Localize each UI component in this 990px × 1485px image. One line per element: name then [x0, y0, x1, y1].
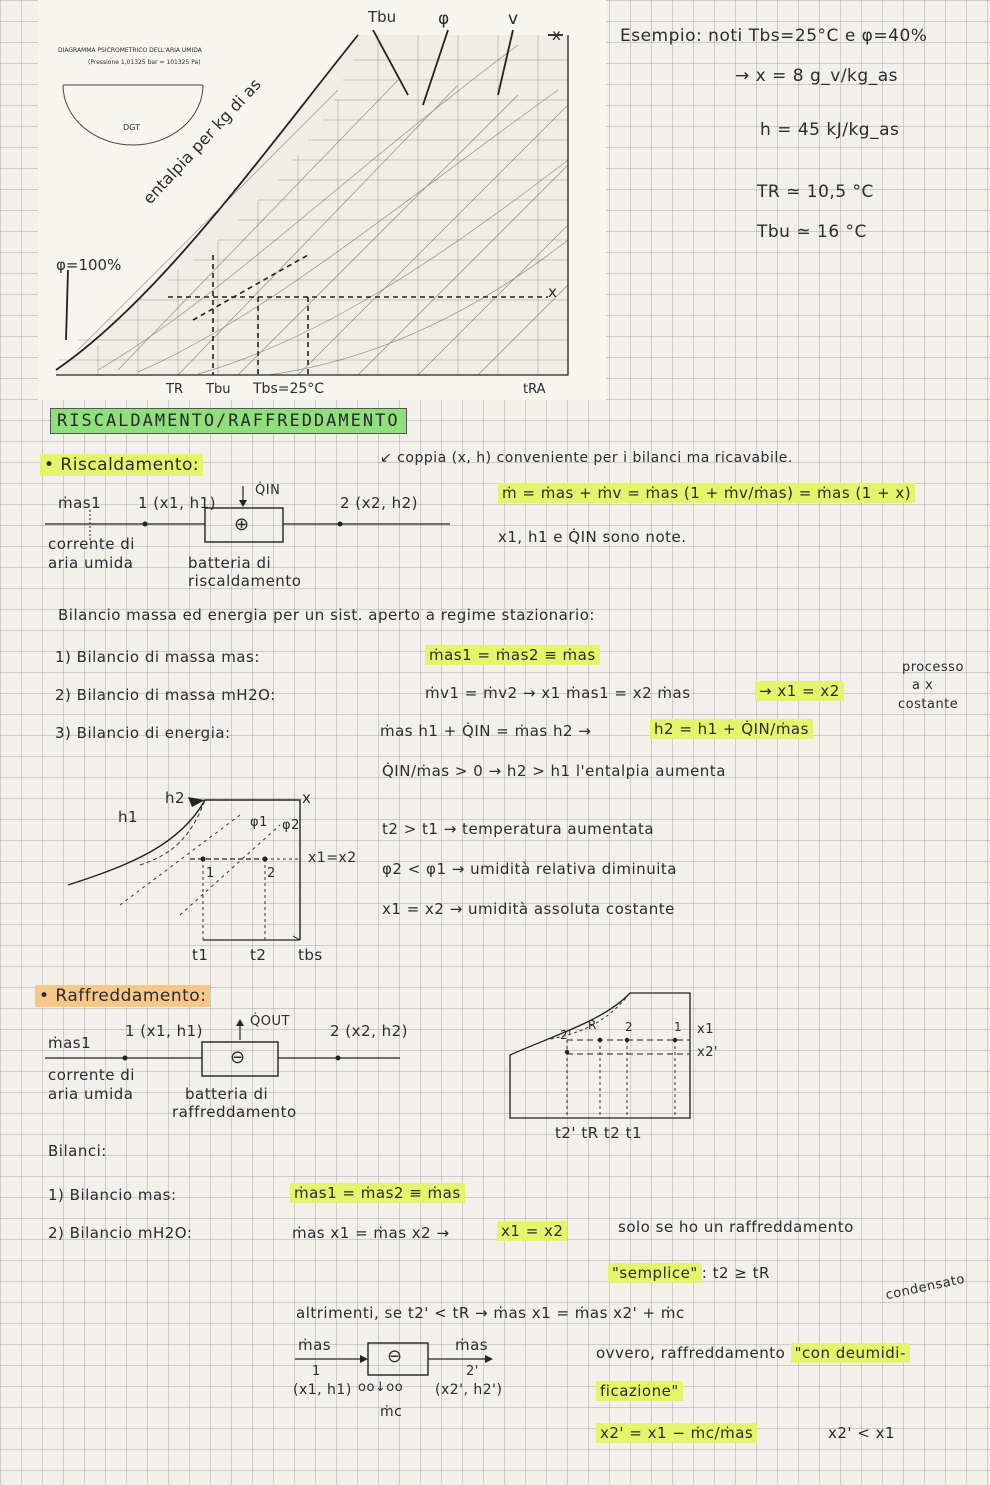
simple-wrap: [608, 1264, 770, 1282]
b2-result: → x1 = x2: [755, 681, 844, 701]
heating-battery-1: batteria di: [188, 554, 272, 572]
b3-label: 3) Bilancio di energia:: [55, 724, 231, 742]
box2-s1: 1: [312, 1364, 321, 1379]
tbu-top-label: Tbu: [368, 8, 397, 26]
cooling-pt-2p: 2': [560, 1028, 572, 1042]
diag-x12: x1=x2: [308, 850, 357, 866]
heating-known: x1, h1 e Q̇IN sono note.: [498, 528, 687, 546]
box2-out: ṁas: [455, 1336, 489, 1354]
condensato-note: condensato: [884, 1271, 967, 1304]
cooling-q-label: Q̇OUT: [250, 1014, 290, 1029]
x2p-eq: x2' = x1 − ṁc/ṁas: [596, 1423, 757, 1443]
heating-title-wrap: [40, 455, 203, 475]
cooling-title-wrap: [35, 986, 210, 1006]
process-note-2: a x: [912, 678, 934, 693]
otherwise-line: altrimenti, se t2' < tR → ṁas x1 = ṁas x2' + ṁc: [296, 1304, 685, 1322]
balance-intro: Bilancio massa ed energia per un sist. aperto a regime stazionario:: [58, 606, 595, 624]
cooling-stream-1: corrente di: [48, 1066, 135, 1084]
heating-state2: 2 (x2, h2): [340, 494, 419, 512]
fic-text: ficazione": [596, 1381, 683, 1401]
svg-text:DGT: DGT: [123, 123, 140, 132]
heating-stream-1: corrente di: [48, 535, 135, 553]
cooling-b1-eq: ṁas1 = ṁas2 ≡ ṁas: [290, 1183, 465, 1203]
heating-box-symbol: ⊕: [234, 514, 250, 535]
ovvero-text: ovvero, raffreddamento: [596, 1344, 786, 1362]
cooling-b2-eq: ṁas x1 = ṁas x2 →: [292, 1224, 450, 1242]
cooling-diag-x1: x1: [697, 1022, 714, 1037]
heating-mass-eq-wrap: [498, 484, 915, 502]
cooling-hx-diagram: [505, 990, 705, 1120]
heating-mass-eq: ṁ = ṁas + ṁv = ṁas (1 + ṁv/ṁas) = ṁas (1 + x): [498, 483, 915, 503]
box2-drops: oo↓oo: [358, 1380, 404, 1395]
b3-result: h2 = h1 + Q̇IN/ṁas: [650, 719, 813, 739]
example-x-value: → x = 8 g_v/kg_as: [735, 66, 898, 86]
simple-cond: : t2 ≥ tR: [701, 1264, 770, 1282]
q-ratio: Q̇IN/ṁas > 0 → h2 > h1 l'entalpia aumenta: [382, 762, 726, 780]
example-h-value: h = 45 kJ/kg_as: [760, 120, 900, 140]
b3-eq: ṁas h1 + Q̇IN = ṁas h2 →: [380, 722, 592, 740]
cooling-title: • Raffreddamento:: [35, 985, 210, 1007]
example-tbu-value: Tbu ≃ 16 °C: [757, 222, 867, 242]
process-note-3: costante: [898, 697, 959, 712]
heating-stream-2: aria umida: [48, 554, 134, 572]
cooling-b1-label: 1) Bilancio mas:: [48, 1186, 177, 1204]
example-intro: Esempio: noti Tbs=25°C e φ=40%: [620, 26, 928, 46]
diag-h1: h1: [118, 808, 139, 826]
cooling-diag-ts: t2' tR t2 t1: [555, 1124, 643, 1142]
cooling-stream-2: aria umida: [48, 1085, 134, 1103]
b2-result-wrap: [755, 682, 844, 700]
tbu-bottom-label: Tbu: [206, 382, 231, 397]
cooling-b2-label: 2) Bilancio mH2O:: [48, 1224, 193, 1242]
cooling-bilanci: Bilanci:: [48, 1142, 107, 1160]
phi-top-label: φ: [438, 9, 450, 29]
ovvero-line: [596, 1344, 910, 1362]
fic-wrap: [596, 1382, 683, 1400]
cooling-b2-note: solo se ho un raffreddamento: [618, 1218, 854, 1236]
x-axis-mid: x: [548, 283, 557, 301]
chart-header-2: (Pressione 1,01325 bar = 101325 Pa): [88, 59, 201, 66]
cooling-battery-1: batteria di: [185, 1085, 269, 1103]
diag-phi2: φ2: [282, 818, 300, 833]
heating-m-in: ṁas1: [58, 494, 102, 512]
diag-x: x: [302, 789, 312, 807]
process-note-1: processo: [902, 660, 964, 675]
box2-in: ṁas: [298, 1336, 332, 1354]
section-title: RISCALDAMENTO/RAFFREDDAMENTO: [50, 408, 407, 434]
b1-eq-wrap: [425, 646, 600, 664]
cooling-state2: 2 (x2, h2): [330, 1022, 409, 1040]
cooling-b2-result-wrap: [497, 1222, 567, 1240]
cooling-pt-r: R: [588, 1018, 597, 1032]
psychrometric-chart: [38, 0, 606, 400]
pair-note: ↙ coppia (x, h) conveniente per i bilanci ma ricavabile.: [380, 450, 793, 466]
b2-label: 2) Bilancio di massa mH2O:: [55, 686, 276, 704]
cooling-b1-eq-wrap: [290, 1184, 465, 1202]
diag-t2: t2: [250, 946, 267, 964]
result-temperature: t2 > t1 → temperatura aumentata: [382, 820, 655, 838]
x2p-eq-wrap: [596, 1424, 757, 1442]
heating-state1: 1 (x1, h1): [138, 494, 217, 512]
cooling-box-symbol: ⊖: [230, 1047, 246, 1068]
tra-bottom-label: tRA: [523, 382, 546, 397]
psychrometric-chart-drawing: [38, 0, 606, 400]
heating-title: • Riscaldamento:: [40, 454, 203, 476]
v-top-label: v: [508, 9, 519, 29]
cooling-state1: 1 (x1, h1): [125, 1022, 204, 1040]
cooling-pt-2: 2: [625, 1020, 634, 1034]
example-tr-value: TR ≃ 10,5 °C: [757, 182, 874, 202]
result-relative-humidity: φ2 < φ1 → umidità relativa diminuita: [382, 860, 677, 878]
box2-mc: ṁc: [380, 1404, 403, 1420]
tr-bottom-label: TR: [166, 382, 183, 397]
b3-result-wrap: [650, 720, 813, 738]
b1-eq: ṁas1 = ṁas2 ≡ ṁas: [425, 645, 600, 665]
box2-x1: (x1, h1): [293, 1382, 352, 1398]
diag-p2: 2: [267, 866, 276, 881]
b2-eq: ṁv1 = ṁv2 → x1 ṁas1 = x2 ṁas: [425, 684, 691, 702]
diag-tbs: tbs: [298, 946, 323, 964]
cooling-pt-1: 1: [674, 1020, 683, 1034]
diag-h2: h2: [165, 789, 186, 807]
cooling-b2-result: x1 = x2: [497, 1221, 567, 1241]
chart-header-1: DIAGRAMMA PSICROMETRICO DELL'ARIA UMIDA: [58, 47, 202, 54]
diag-t1: t1: [192, 946, 209, 964]
result-absolute-humidity: x1 = x2 → umidità assoluta costante: [382, 900, 675, 918]
b1-label: 1) Bilancio di massa mas:: [55, 648, 260, 666]
heating-battery-2: riscaldamento: [188, 572, 302, 590]
tbs-bottom-label: Tbs=25°C: [253, 381, 325, 397]
heating-q-label: Q̇IN: [255, 483, 281, 498]
box2-x2: (x2', h2'): [435, 1382, 503, 1398]
cooling-battery-2: raffreddamento: [172, 1103, 297, 1121]
diag-p1: 1: [206, 866, 215, 881]
box2-s2: 2': [466, 1364, 479, 1379]
diag-phi1: φ1: [250, 815, 268, 830]
x2p-ineq: x2' < x1: [828, 1424, 896, 1442]
cooling-m-in: ṁas1: [48, 1034, 92, 1052]
phi-100-label: φ=100%: [56, 256, 122, 274]
box2-symbol: ⊖: [387, 1346, 403, 1367]
dehum-text: "con deumidi-: [791, 1343, 910, 1363]
x-axis-top: x: [552, 26, 561, 44]
cooling-diag-x2p: x2': [697, 1045, 719, 1060]
enthalpy-axis-label: entalpia per kg di as: [139, 74, 265, 208]
simple-label: "semplice": [608, 1263, 702, 1283]
